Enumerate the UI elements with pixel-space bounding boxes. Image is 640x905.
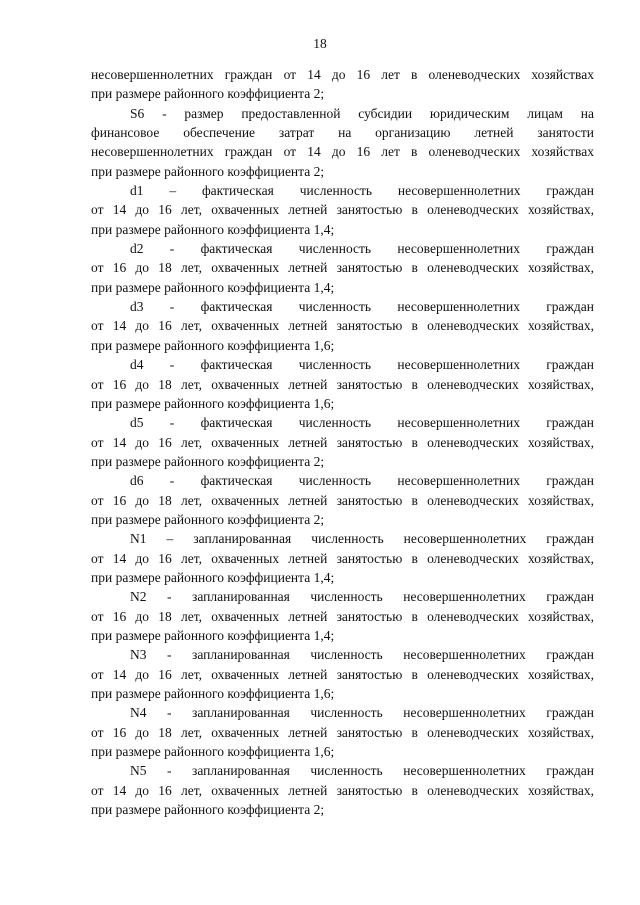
paragraph — [91, 761, 594, 819]
text-line: N1 – запланированная численность несовершеннолетних граждан — [130, 531, 594, 547]
paragraph — [91, 297, 594, 355]
text-line: несовершеннолетних граждан от 14 до 16 лет в оленеводческих хозяйствах — [91, 144, 594, 160]
text-line: при размере районного коэффициента 1,6; — [91, 337, 335, 353]
paragraph — [91, 703, 594, 761]
text-line: d2 - фактическая численность несовершеннолетних граждан — [130, 241, 594, 257]
text-line: N5 - запланированная численность несовершеннолетних граждан — [130, 763, 594, 779]
paragraph — [91, 239, 594, 297]
text-line: S6 - размер предоставленной субсидии юридическим лицам на — [130, 105, 594, 121]
text-line: от 14 до 16 лет, охваченных летней занятостью в оленеводческих хозяйствах, — [91, 782, 594, 798]
text-line: от 14 до 16 лет, охваченных летней занятостью в оленеводческих хозяйствах, — [91, 202, 594, 218]
paragraph — [91, 104, 594, 181]
text-line: от 14 до 16 лет, охваченных летней занятостью в оленеводческих хозяйствах, — [91, 318, 594, 334]
text-line: d5 - фактическая численность несовершеннолетних граждан — [130, 415, 594, 431]
text-line: при размере районного коэффициента 1,4; — [91, 627, 335, 643]
text-line: d6 - фактическая численность несовершеннолетних граждан — [130, 473, 594, 489]
text-line: несовершеннолетних граждан от 14 до 16 лет в оленеводческих хозяйствах — [91, 67, 594, 82]
paragraph — [91, 529, 594, 587]
text-line: от 14 до 16 лет, охваченных летней занятостью в оленеводческих хозяйствах, — [91, 550, 594, 566]
text-line: от 16 до 18 лет, охваченных летней занятостью в оленеводческих хозяйствах, — [91, 724, 594, 740]
text-line: N3 - запланированная численность несовершеннолетних граждан — [130, 647, 594, 663]
text-line: при размере районного коэффициента 1,4; — [91, 221, 335, 237]
text-line: от 16 до 18 лет, охваченных летней занятостью в оленеводческих хозяйствах, — [91, 376, 594, 392]
text-line: от 16 до 18 лет, охваченных летней занятостью в оленеводческих хозяйствах, — [91, 260, 594, 276]
paragraph — [91, 65, 594, 104]
document-body — [91, 65, 594, 819]
text-line: при размере районного коэффициента 2; — [91, 511, 325, 527]
text-line: при размере районного коэффициента 1,6; — [91, 686, 335, 701]
text-line: при размере районного коэффициента 1,4; — [91, 279, 335, 295]
text-line: при размере районного коэффициента 2; — [91, 802, 325, 818]
text-line: при размере районного коэффициента 2; — [91, 453, 325, 469]
paragraph — [91, 355, 594, 413]
page-number: 18 — [313, 36, 327, 51]
text-line: при размере районного коэффициента 1,6; — [91, 744, 335, 760]
text-line: финансовое обеспечение затрат на организацию летней занятости — [91, 125, 594, 141]
text-line: d1 – фактическая численность несовершеннолетних граждан — [130, 183, 594, 199]
text-line: от 16 до 18 лет, охваченных летней занятостью в оленеводческих хозяйствах, — [91, 492, 594, 508]
text-line: от 16 до 18 лет, охваченных летней занятостью в оленеводческих хозяйствах, — [91, 608, 594, 624]
text-line: от 14 до 16 лет, охваченных летней занятостью в оленеводческих хозяйствах, — [91, 434, 594, 450]
paragraph — [91, 645, 594, 703]
text-line: N2 - запланированная численность несовершеннолетних граждан — [130, 589, 594, 605]
text-line: при размере районного коэффициента 1,4; — [91, 569, 335, 585]
paragraph — [91, 413, 594, 471]
text-line: d4 - фактическая численность несовершеннолетних граждан — [130, 357, 594, 373]
paragraph — [91, 471, 594, 529]
text-line: при размере районного коэффициента 2; — [91, 86, 325, 102]
text-line: при размере районного коэффициента 1,6; — [91, 395, 335, 411]
paragraph — [91, 181, 594, 239]
text-line: от 14 до 16 лет, охваченных летней занятостью в оленеводческих хозяйствах, — [91, 666, 594, 682]
paragraph — [91, 587, 594, 645]
text-line: N4 - запланированная численность несовершеннолетних граждан — [130, 705, 594, 721]
text-line: при размере районного коэффициента 2; — [91, 163, 325, 179]
text-line: d3 - фактическая численность несовершеннолетних граждан — [130, 299, 594, 315]
